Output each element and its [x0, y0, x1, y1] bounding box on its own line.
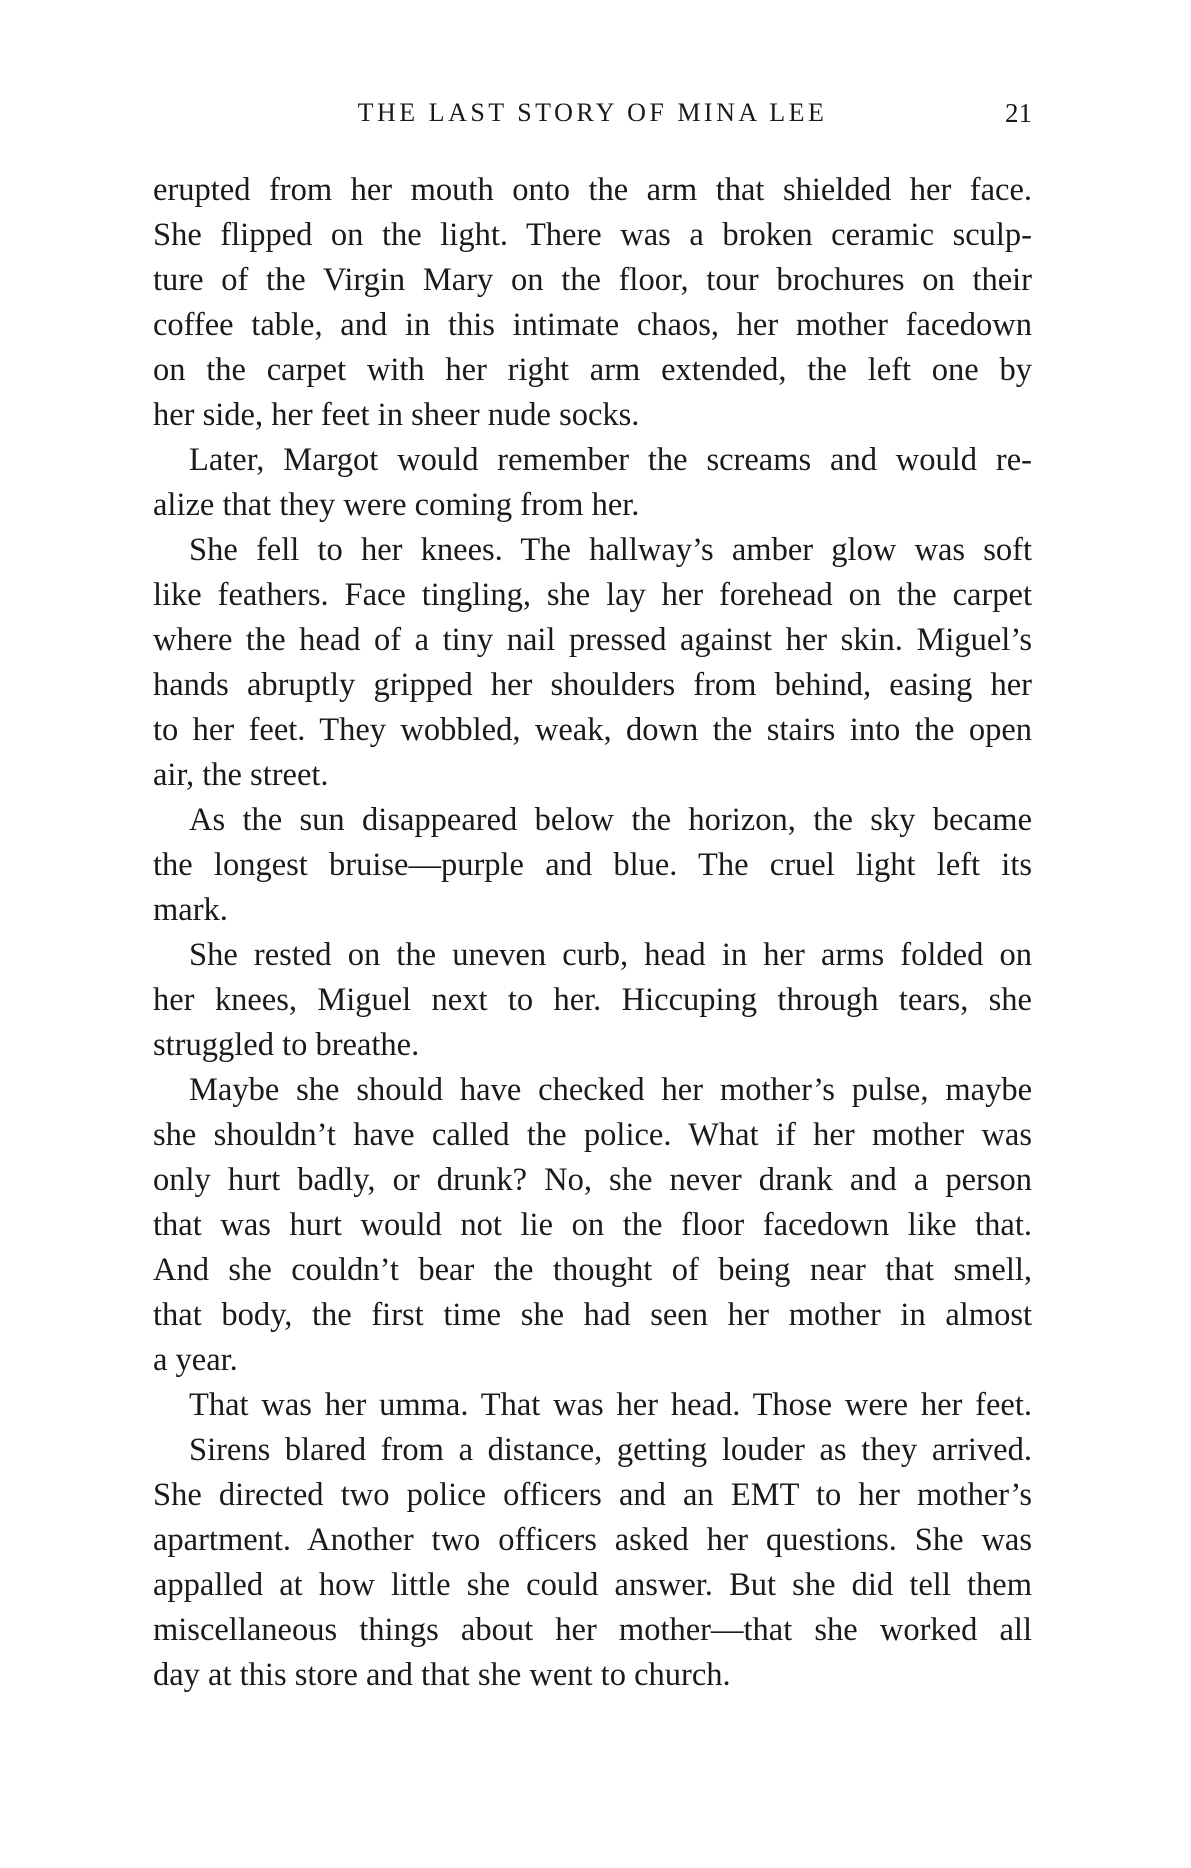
text-line: Sirens blared from a distance, getting louder as they arrived.: [189, 1432, 1032, 1468]
text-line: alize that they were coming from her.: [153, 487, 640, 523]
text-line: mark.: [153, 892, 228, 928]
text-line: struggled to breathe.: [153, 1027, 420, 1063]
text-line: erupted from her mouth onto the arm that shielded her face.: [153, 172, 1032, 208]
text-line: she shouldn’t have called the police. What if her mother was: [153, 1117, 1032, 1153]
text-line: She fell to her knees. The hallway’s amber glow was soft: [189, 532, 1032, 568]
text-line: like feathers. Face tingling, she lay her forehead on the carpet: [153, 577, 1032, 613]
text-line: on the carpet with her right arm extended, the left one by: [153, 352, 1032, 388]
text-line: air, the street.: [153, 757, 329, 793]
page-number: 21: [1005, 98, 1032, 128]
text-line: She rested on the uneven curb, head in her arms folded on: [189, 937, 1032, 973]
text-line: ture of the Virgin Mary on the floor, tour brochures on their: [153, 262, 1032, 298]
text-line: the longest bruise—purple and blue. The cruel light left its: [153, 847, 1032, 883]
text-line: where the head of a tiny nail pressed against her skin. Miguel’s: [153, 622, 1032, 658]
text-line: only hurt badly, or drunk? No, she never drank and a person: [153, 1162, 1032, 1198]
text-line: That was her umma. That was her head. Those were her feet.: [189, 1387, 1032, 1423]
text-line: her side, her feet in sheer nude socks.: [153, 397, 640, 433]
text-line: coffee table, and in this intimate chaos, her mother facedown: [153, 307, 1032, 343]
text-line: As the sun disappeared below the horizon, the sky became: [189, 802, 1032, 838]
text-line: And she couldn’t bear the thought of being near that smell,: [153, 1252, 1032, 1288]
running-title: THE LAST STORY OF MINA LEE: [357, 98, 828, 127]
text-line: hands abruptly gripped her shoulders from behind, easing her: [153, 667, 1032, 703]
body-text: [153, 168, 1032, 1698]
text-line: Maybe she should have checked her mother’s pulse, maybe: [189, 1072, 1032, 1108]
text-line: She directed two police officers and an EMT to her mother’s: [153, 1477, 1032, 1513]
text-line: day at this store and that she went to church.: [153, 1657, 731, 1693]
text-line: appalled at how little she could answer. But she did tell them: [153, 1567, 1032, 1603]
text-line: to her feet. They wobbled, weak, down the stairs into the open: [153, 712, 1032, 748]
text-line: miscellaneous things about her mother—that she worked all: [153, 1612, 1032, 1648]
text-line: that body, the first time she had seen her mother in almost: [153, 1297, 1032, 1333]
text-line: Later, Margot would remember the screams and would re-: [189, 442, 1032, 478]
text-line: apartment. Another two officers asked her questions. She was: [153, 1522, 1032, 1558]
text-line: her knees, Miguel next to her. Hiccuping through tears, she: [153, 982, 1032, 1018]
text-line: She flipped on the light. There was a broken ceramic sculp-: [153, 217, 1032, 253]
text-line: a year.: [153, 1342, 238, 1378]
text-line: that was hurt would not lie on the floor facedown like that.: [153, 1207, 1032, 1243]
running-head: [153, 96, 1032, 136]
